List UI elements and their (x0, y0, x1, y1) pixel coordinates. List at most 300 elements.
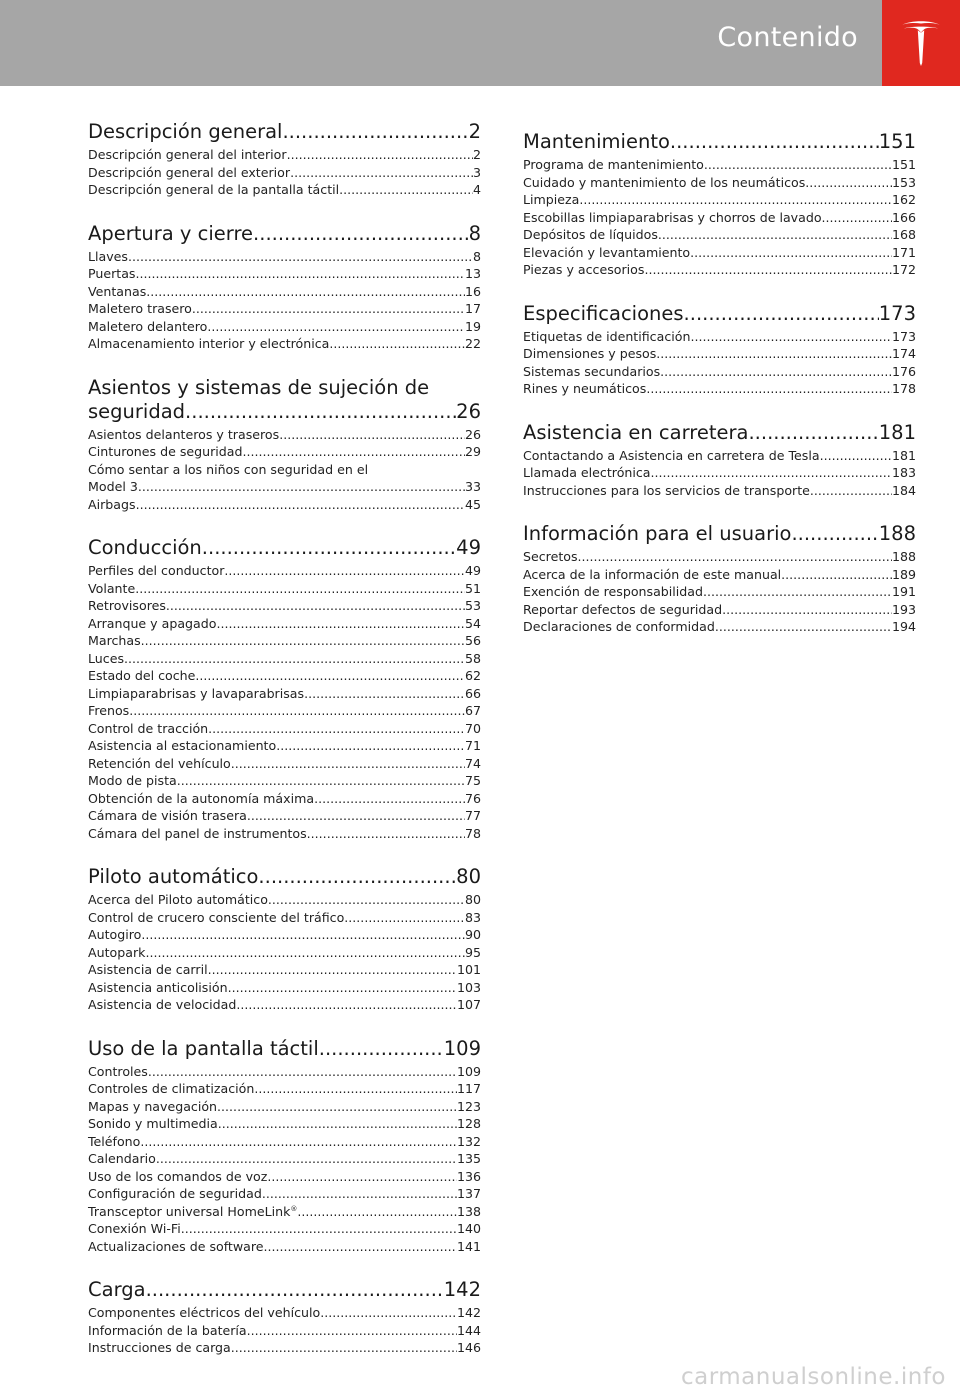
entry-label-text: Cámara de visión trasera (88, 808, 247, 823)
entry-label-text: Model 3 (88, 479, 138, 494)
toc-entry[interactable] (88, 667, 481, 685)
entry-page-number: 141 (456, 1238, 481, 1254)
toc-entry[interactable] (88, 720, 481, 738)
dot-leader (247, 1322, 457, 1340)
entry-page-number: 171 (891, 244, 916, 260)
entry-label (523, 261, 644, 279)
toc-entry[interactable] (523, 244, 916, 262)
toc-entry[interactable] (88, 1080, 481, 1098)
toc-right-column (523, 130, 916, 659)
toc-entry[interactable] (88, 146, 481, 164)
dot-leader (262, 1185, 457, 1203)
toc-section (523, 130, 916, 279)
dot-leader (129, 702, 465, 720)
entry-page-number: 71 (464, 738, 481, 753)
entry-page-number: 181 (891, 447, 916, 463)
section-heading[interactable] (88, 120, 481, 144)
toc-entry[interactable] (88, 496, 481, 514)
entry-page-number: 101 (456, 962, 481, 977)
dot-leader (124, 650, 465, 668)
page-title: Contenido (717, 22, 858, 53)
section-heading[interactable] (523, 130, 916, 154)
section-page-number: 49 (456, 536, 481, 559)
entry-page-number: 174 (891, 346, 916, 361)
dot-leader (658, 226, 892, 244)
toc-entry[interactable] (88, 597, 481, 615)
entry-page-number: 140 (456, 1221, 481, 1236)
dot-leader (208, 720, 465, 738)
entry-page-number: 123 (456, 1098, 481, 1114)
toc-entry[interactable] (88, 961, 481, 979)
section-title-line: Asientos y sistemas de sujeción de (88, 375, 430, 399)
entry-label-text: Programa de mantenimiento (523, 157, 704, 172)
toc-section (88, 865, 481, 1014)
entry-label-text: Asistencia de velocidad (88, 997, 237, 1012)
entry-label (88, 755, 231, 773)
toc-entry[interactable] (88, 825, 481, 843)
dot-leader (217, 1098, 457, 1116)
entry-page-number: 83 (464, 909, 481, 925)
entry-label (88, 1080, 254, 1098)
dot-leader (218, 1115, 457, 1133)
entry-label (523, 618, 715, 636)
entry-label (88, 790, 314, 808)
toc-entry[interactable] (88, 461, 481, 496)
entry-label-text: Control de tracción (88, 720, 209, 736)
dot-leader (805, 174, 892, 192)
entry-label-text: Calendario (88, 1151, 156, 1166)
entry-label-text: Obtención de la autonomía máxima (88, 790, 315, 806)
toc-entry[interactable] (88, 426, 481, 444)
toc-entry[interactable] (88, 979, 481, 997)
entry-page-number: 26 (464, 426, 481, 442)
entry-label (88, 772, 177, 790)
dot-leader (644, 261, 892, 279)
entry-page-number: 166 (891, 209, 916, 225)
entry-label (88, 1150, 156, 1168)
dot-leader (822, 209, 892, 227)
entry-label-text: Maletero delantero (88, 318, 208, 334)
entry-label (523, 209, 822, 227)
toc-entry[interactable] (88, 772, 481, 790)
dot-leader (684, 302, 879, 326)
toc-entry[interactable] (88, 615, 481, 633)
entry-label (88, 825, 307, 843)
toc-entry[interactable] (88, 1304, 481, 1322)
toc-entry[interactable] (88, 1238, 481, 1256)
toc-entry[interactable] (88, 1203, 481, 1221)
entry-page-number: 109 (456, 1063, 481, 1079)
entry-label-text: Limpieza (523, 192, 580, 207)
entry-page-number: 58 (464, 650, 481, 666)
section-heading[interactable] (88, 376, 481, 424)
dot-leader (329, 335, 465, 353)
entry-page-number: 76 (464, 790, 481, 806)
toc-entry[interactable] (523, 583, 916, 601)
toc-entry[interactable] (523, 261, 916, 279)
entry-label (88, 1133, 140, 1151)
entry-page-number: 136 (456, 1168, 481, 1184)
dot-leader (781, 566, 892, 584)
entry-label-line: Cómo sentar a los niños con seguridad en el (88, 461, 369, 477)
entry-label-text: Declaraciones de conformidad (523, 619, 715, 634)
toc-entry[interactable] (523, 548, 916, 566)
toc-entry[interactable] (523, 618, 916, 636)
entry-label-text: Cuidado y mantenimiento de los neumáticos (523, 174, 806, 190)
section-title: seguridad (88, 399, 186, 423)
dot-leader (181, 1220, 457, 1238)
toc-entry[interactable] (523, 380, 916, 398)
toc-entry[interactable] (88, 265, 481, 283)
entry-page-number: 194 (891, 619, 916, 634)
dot-leader (267, 1168, 457, 1186)
entry-label-text: Elevación y levantamiento (523, 244, 691, 260)
dot-leader (207, 318, 465, 336)
entry-label-text: Secretos (523, 549, 578, 564)
entry-page-number: 8 (472, 248, 481, 264)
dot-leader (656, 345, 892, 363)
entry-label-row (88, 478, 481, 496)
entry-label-text: Controles (88, 1063, 148, 1079)
dot-leader (258, 865, 456, 889)
toc-entry[interactable] (523, 209, 916, 227)
toc-entry[interactable] (88, 891, 481, 909)
entry-page-number: 128 (456, 1116, 481, 1131)
dot-leader (195, 667, 465, 685)
entry-label-text: Estado del coche (88, 668, 196, 683)
entry-label (88, 597, 166, 615)
entry-label (88, 181, 339, 199)
dot-leader (136, 496, 465, 514)
toc-entry[interactable] (88, 164, 481, 182)
toc-entry[interactable] (88, 944, 481, 962)
toc-entry[interactable] (88, 248, 481, 266)
toc-entry[interactable] (523, 464, 916, 482)
toc-entry[interactable] (88, 300, 481, 318)
entry-page-number: 3 (472, 164, 481, 180)
dot-leader (670, 130, 879, 154)
entry-label-text: Información de la batería (88, 1322, 247, 1338)
entry-label-text: Descripción general del interior (88, 147, 287, 162)
dot-leader (690, 328, 892, 346)
toc-entry[interactable] (88, 996, 481, 1014)
entry-page-number: 189 (891, 566, 916, 582)
dot-leader (703, 583, 892, 601)
toc-entry[interactable] (88, 1150, 481, 1168)
toc-entry[interactable] (88, 632, 481, 650)
entry-page-number: 22 (464, 336, 481, 351)
section-page-number: 26 (456, 399, 481, 423)
dot-leader (264, 1238, 457, 1256)
toc-entry[interactable] (88, 909, 481, 927)
toc-entry[interactable] (523, 363, 916, 381)
dot-leader (141, 926, 465, 944)
section-title: Información para el usuario (523, 522, 792, 545)
toc-entry[interactable] (88, 283, 481, 301)
entry-label-text: Exención de responsabilidad (523, 584, 703, 599)
dot-leader (282, 120, 468, 144)
toc-entry[interactable] (88, 702, 481, 720)
toc-entry[interactable] (523, 226, 916, 244)
entry-page-number: 162 (891, 192, 916, 207)
entry-label (88, 318, 207, 336)
entry-label (88, 478, 138, 496)
section-title: Descripción general (88, 120, 283, 143)
entry-label (523, 191, 579, 209)
toc-entry[interactable] (88, 1133, 481, 1151)
entry-label (88, 807, 247, 825)
toc-entry[interactable] (88, 335, 481, 353)
toc-section (523, 522, 916, 636)
dot-leader (208, 961, 457, 979)
entry-page-number: 95 (464, 944, 481, 960)
dot-leader (651, 464, 892, 482)
dot-leader (748, 421, 878, 445)
entry-page-number: 168 (891, 227, 916, 242)
entry-label (88, 685, 304, 703)
entry-label (88, 496, 136, 514)
entry-label-text: Retención del vehículo (88, 755, 231, 771)
entry-page-number: 2 (472, 147, 481, 162)
entry-label (88, 961, 208, 979)
dot-leader (145, 944, 465, 962)
entry-label-text: Instrucciones para los servicios de transporte (523, 482, 810, 498)
toc-entry[interactable] (88, 1115, 481, 1133)
section-heading[interactable] (88, 1037, 481, 1061)
toc-entry[interactable] (88, 807, 481, 825)
entry-label (523, 328, 690, 346)
entry-page-number: 191 (891, 584, 916, 599)
entry-label (88, 720, 208, 738)
entry-label (88, 283, 146, 301)
toc-entry[interactable] (88, 318, 481, 336)
entry-label (88, 146, 287, 164)
dot-leader (820, 447, 892, 465)
dot-leader (185, 400, 456, 424)
toc-entry[interactable] (88, 1322, 481, 1340)
brand-logo (882, 0, 960, 86)
entry-label-text: Sistemas secundarios (523, 363, 661, 379)
entry-label-text: Componentes eléctricos del vehículo (88, 1305, 321, 1320)
section-title: Carga (88, 1278, 146, 1301)
toc-section (88, 120, 481, 199)
entry-page-number: 135 (456, 1151, 481, 1166)
entry-label (523, 566, 781, 584)
toc-section (523, 302, 916, 398)
toc-entry[interactable] (523, 482, 916, 500)
entry-page-number: 70 (464, 720, 481, 736)
dot-leader (177, 772, 465, 790)
dot-leader (715, 618, 892, 636)
entry-label (88, 979, 228, 997)
toc-entry[interactable] (88, 737, 481, 755)
toc-entry[interactable] (88, 755, 481, 773)
toc-entry[interactable] (88, 1168, 481, 1186)
toc-entry[interactable] (88, 580, 481, 598)
dot-leader (166, 597, 465, 615)
section-page-number: 2 (468, 120, 481, 143)
dot-leader (156, 1150, 457, 1168)
entry-label (88, 632, 141, 650)
entry-label (523, 601, 722, 619)
entry-label (523, 583, 703, 601)
toc-entry[interactable] (88, 650, 481, 668)
section-title: Uso de la pantalla táctil (88, 1036, 319, 1060)
entry-label-text: Actualizaciones de software (88, 1238, 264, 1254)
entry-page-number: 17 (464, 301, 481, 316)
dot-leader (253, 222, 469, 246)
entry-label-text: Puertas (88, 266, 136, 281)
entry-label-text: Contactando a Asistencia en carretera de Tesla (523, 447, 820, 463)
entry-label (523, 244, 690, 262)
toc-section (523, 421, 916, 500)
toc-entry[interactable] (88, 181, 481, 199)
entry-label-text: Maletero trasero (88, 301, 192, 316)
toc-entry[interactable] (523, 191, 916, 209)
entry-label-text: Almacenamiento interior y electrónica (88, 336, 330, 351)
dot-leader (228, 979, 457, 997)
dot-leader (136, 265, 465, 283)
dot-leader (578, 548, 892, 566)
entry-label-text: Modo de pista (88, 773, 177, 788)
entry-label-text: Acerca de la información de este manual (523, 566, 782, 582)
entry-label (523, 482, 810, 500)
entry-label (88, 1203, 297, 1221)
dot-leader (791, 522, 878, 546)
entry-page-number: 19 (464, 318, 481, 334)
entry-page-number: 78 (464, 825, 481, 841)
entry-label (88, 1238, 264, 1256)
section-page-number: 188 (878, 522, 916, 545)
toc-entry[interactable] (88, 1339, 481, 1357)
entry-page-number: 188 (891, 549, 916, 564)
watermark: carmanualsonline.info (680, 1364, 946, 1390)
section-page-number: 109 (443, 1036, 481, 1060)
dot-leader (304, 685, 465, 703)
toc-entry[interactable] (88, 1098, 481, 1116)
section-heading[interactable] (88, 1278, 481, 1302)
toc-entry[interactable] (523, 601, 916, 619)
entry-label (88, 265, 136, 283)
entry-page-number: 13 (464, 266, 481, 281)
entry-page-number: 16 (464, 283, 481, 299)
section-title: Asistencia en carretera (523, 420, 749, 444)
entry-label-text: Arranque y apagado (88, 615, 217, 631)
dot-leader (192, 300, 465, 318)
entry-label (523, 174, 805, 192)
page-header (0, 0, 960, 86)
dot-leader (320, 1304, 457, 1322)
toc-entry[interactable] (88, 562, 481, 580)
entry-page-number: 153 (891, 174, 916, 190)
entry-label (88, 300, 192, 318)
dot-leader (146, 283, 465, 301)
dot-leader (128, 248, 473, 266)
toc-entry[interactable] (88, 926, 481, 944)
dot-leader (287, 146, 473, 164)
entry-label-text: Mapas y navegación (88, 1098, 218, 1114)
dot-leader (247, 807, 465, 825)
dot-leader (290, 164, 473, 182)
entry-label-text: Depósitos de líquidos (523, 227, 658, 242)
entry-label-text: Control de crucero consciente del tráfico (88, 909, 345, 925)
entry-label (88, 1339, 231, 1357)
dot-leader (276, 737, 465, 755)
entry-label-text: Autogiro (88, 927, 142, 942)
entry-label-text: Perfiles del conductor (88, 563, 225, 578)
entry-label (523, 156, 704, 174)
dot-leader (243, 443, 465, 461)
toc-section (88, 1278, 481, 1357)
dot-leader (268, 891, 465, 909)
entry-page-number: 56 (464, 633, 481, 648)
entry-page-number: 80 (464, 892, 481, 907)
entry-page-number: 151 (891, 157, 916, 172)
section-heading[interactable] (88, 536, 481, 560)
section-heading[interactable] (88, 222, 481, 246)
toc-entry[interactable] (523, 447, 916, 465)
entry-label (88, 426, 279, 444)
entry-label (88, 164, 290, 182)
entry-label (88, 1220, 181, 1238)
toc-entry[interactable] (88, 1220, 481, 1238)
section-heading[interactable] (523, 302, 916, 326)
section-title: Piloto automático (88, 865, 259, 888)
dot-leader (202, 536, 456, 560)
entry-label (88, 1304, 320, 1322)
entry-label (88, 1322, 247, 1340)
entry-page-number: 107 (456, 997, 481, 1012)
entry-label (88, 891, 268, 909)
entry-page-number: 138 (456, 1203, 481, 1219)
section-heading[interactable] (523, 522, 916, 546)
toc-entry[interactable] (523, 328, 916, 346)
entry-page-number: 53 (464, 598, 481, 613)
toc-entry[interactable] (523, 345, 916, 363)
toc-entry[interactable] (88, 685, 481, 703)
section-title: Apertura y cierre (88, 221, 254, 245)
toc-entry[interactable] (523, 566, 916, 584)
toc-entry[interactable] (88, 1063, 481, 1081)
entry-page-number: 33 (464, 479, 481, 494)
entry-label (88, 1185, 262, 1203)
entry-label-text: Asistencia al estacionamiento (88, 738, 277, 753)
entry-page-number: 67 (464, 703, 481, 718)
entry-page-number: 146 (456, 1340, 481, 1355)
toc-entry[interactable] (88, 1185, 481, 1203)
entry-label (88, 562, 224, 580)
entry-label (88, 580, 135, 598)
section-title-row (88, 400, 481, 424)
dot-leader (148, 1063, 457, 1081)
toc-section (88, 222, 481, 353)
dot-leader (690, 244, 892, 262)
toc-entry[interactable] (88, 443, 481, 461)
entry-label (88, 1098, 217, 1116)
toc-entry[interactable] (88, 790, 481, 808)
entry-page-number: 142 (456, 1305, 481, 1320)
section-page-number: 181 (878, 420, 916, 444)
entry-label-text: Piezas y accesorios (523, 262, 645, 277)
entry-label-text: Marchas (88, 633, 141, 648)
toc-entry[interactable] (523, 156, 916, 174)
section-heading[interactable] (88, 865, 481, 889)
toc-entry[interactable] (523, 174, 916, 192)
entry-page-number: 29 (464, 444, 481, 459)
entry-label (88, 1063, 148, 1081)
entry-label (88, 335, 329, 353)
section-heading[interactable] (523, 421, 916, 445)
